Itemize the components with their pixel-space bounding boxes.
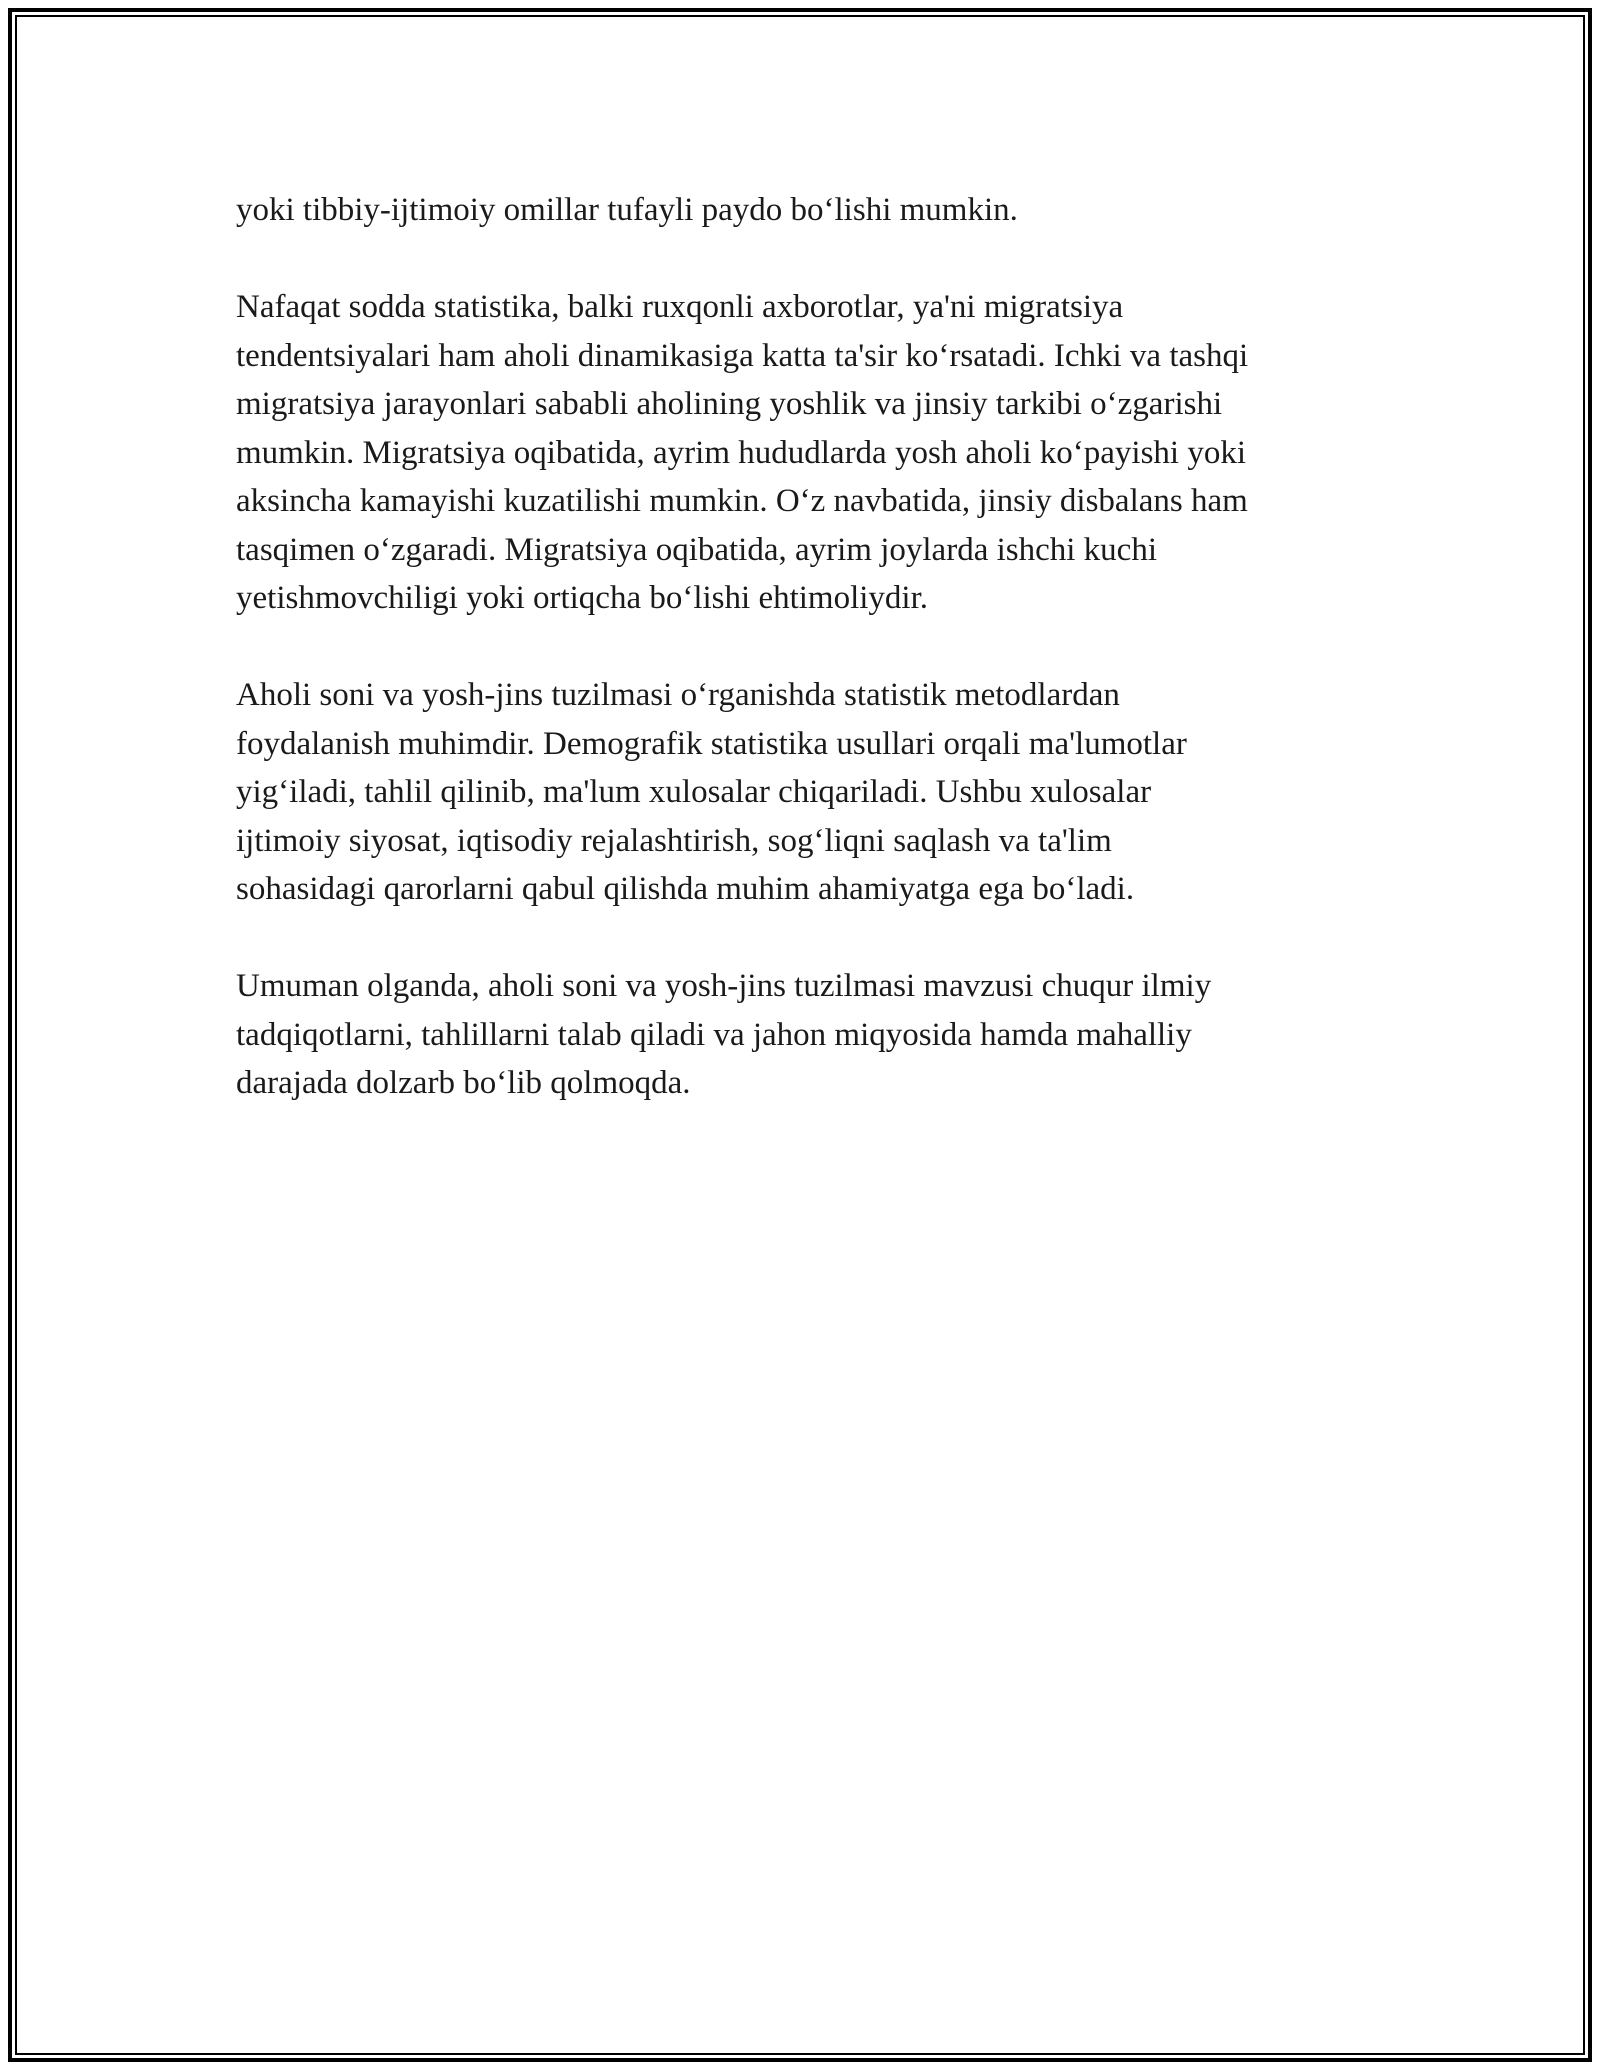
text-line: mumkin. Migratsiya oqibatida, ayrim hududlarda yosh aholi ko‘payishi yoki [236,434,1247,471]
paragraph [236,186,1376,235]
text-line: migratsiya jarayonlari sababli aholining yoshlik va jinsiy tarkibi o‘zgarishi [236,386,1223,422]
text-line: Aholi soni va yosh-jins tuzilmasi o‘rganishda statistik metodlardan [236,677,1120,713]
text-line: tadqiqotlarni, tahlillarni talab qiladi va jahon miqyosida hamda mahalliy [236,1016,1192,1053]
text-line: foydalanish muhimdir. Demografik statistika usullari orqali ma'lumotlar [236,725,1187,762]
document-body [236,186,1376,1156]
paragraph [236,283,1376,623]
text-line: yoki tibbiy-ijtimoiy omillar tufayli paydo bo‘lishi mumkin. [236,192,1018,228]
text-line: yetishmovchiligi yoki ortiqcha bo‘lishi ehtimoliydir. [236,580,929,616]
text-line: Nafaqat sodda statistika, balki ruxqonli axborotlar, ya'ni migratsiya [236,289,1124,325]
text-line: darajada dolzarb bo‘lib qolmoqda. [236,1065,691,1101]
paragraph [236,671,1376,914]
text-line: ijtimoiy siyosat, iqtisodiy rejalashtirish, sog‘liqni saqlash va ta'lim [236,822,1112,859]
text-line: sohasidagi qarorlarni qabul qilishda muhim ahamiyatga ega bo‘ladi. [236,871,1135,907]
text-line: aksincha kamayishi kuzatilishi mumkin. O‘z navbatida, jinsiy disbalans ham [236,483,1248,519]
text-line: yig‘iladi, tahlil qilinib, ma'lum xulosalar chiqariladi. Ushbu xulosalar [236,774,1152,810]
text-line: tasqimen o‘zgaradi. Migratsiya oqibatida, ayrim joylarda ishchi kuchi [236,531,1157,568]
text-line: Umuman olganda, aholi soni va yosh-jins tuzilmasi mavzusi chuqur ilmiy [236,968,1212,1004]
paragraph [236,962,1376,1108]
text-line: tendentsiyalari ham aholi dinamikasiga katta ta'sir ko‘rsatadi. Ichki va tashqi [236,337,1249,374]
